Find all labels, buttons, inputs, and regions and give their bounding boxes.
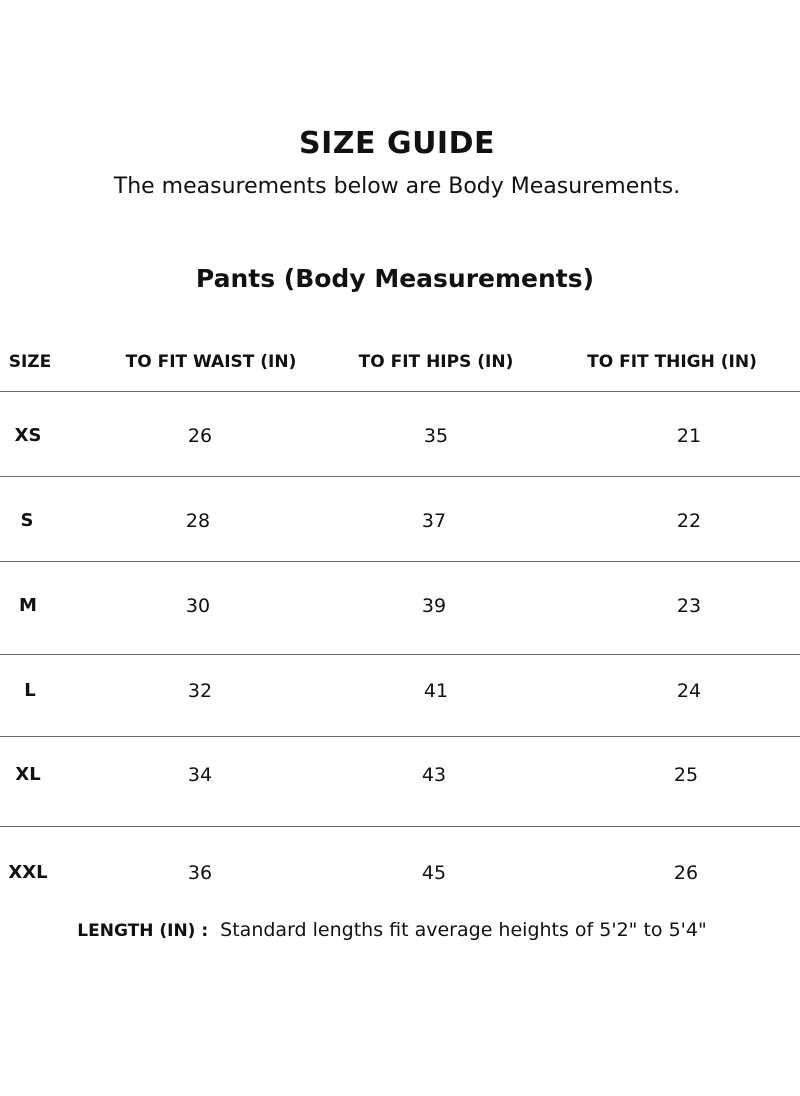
size-label: S — [20, 510, 34, 531]
thigh-value: 22 — [676, 510, 702, 532]
length-note — [0, 917, 784, 944]
row-divider — [0, 654, 800, 655]
length-note-text: Standard lengths fit average heights of 5'2" to 5'4" — [220, 919, 707, 941]
row-divider — [0, 561, 800, 562]
page-title: SIZE GUIDE — [298, 126, 495, 161]
row-divider — [0, 391, 800, 392]
size-label: XL — [15, 764, 41, 785]
header-size: SIZE — [8, 352, 52, 372]
size-label: M — [19, 595, 37, 616]
hips-value: 37 — [421, 510, 447, 532]
waist-value: 34 — [187, 764, 213, 786]
thigh-value: 25 — [673, 764, 699, 786]
waist-value: 26 — [187, 425, 213, 447]
thigh-value: 21 — [676, 425, 702, 447]
waist-value: 32 — [187, 680, 213, 702]
hips-value: 43 — [421, 764, 447, 786]
hips-value: 45 — [421, 862, 447, 884]
hips-value: 39 — [421, 595, 447, 617]
row-divider — [0, 736, 800, 737]
section-title: Pants (Body Measurements) — [195, 264, 595, 293]
size-label: XS — [14, 425, 42, 446]
waist-value: 28 — [185, 510, 211, 532]
size-label: L — [24, 680, 36, 701]
thigh-value: 24 — [676, 680, 702, 702]
size-label: XXL — [8, 862, 48, 883]
waist-value: 36 — [187, 862, 213, 884]
row-divider — [0, 826, 800, 827]
hips-value: 35 — [423, 425, 449, 447]
waist-value: 30 — [185, 595, 211, 617]
thigh-value: 23 — [676, 595, 702, 617]
thigh-value: 26 — [673, 862, 699, 884]
header-waist: TO FIT WAIST (IN) — [125, 352, 297, 372]
header-thigh: TO FIT THIGH (IN) — [587, 352, 757, 372]
hips-value: 41 — [423, 680, 449, 702]
row-divider — [0, 476, 800, 477]
header-hips: TO FIT HIPS (IN) — [358, 352, 514, 372]
page-subtitle: The measurements below are Body Measurements. — [113, 174, 681, 199]
length-note-label: LENGTH (IN) : — [77, 921, 209, 941]
